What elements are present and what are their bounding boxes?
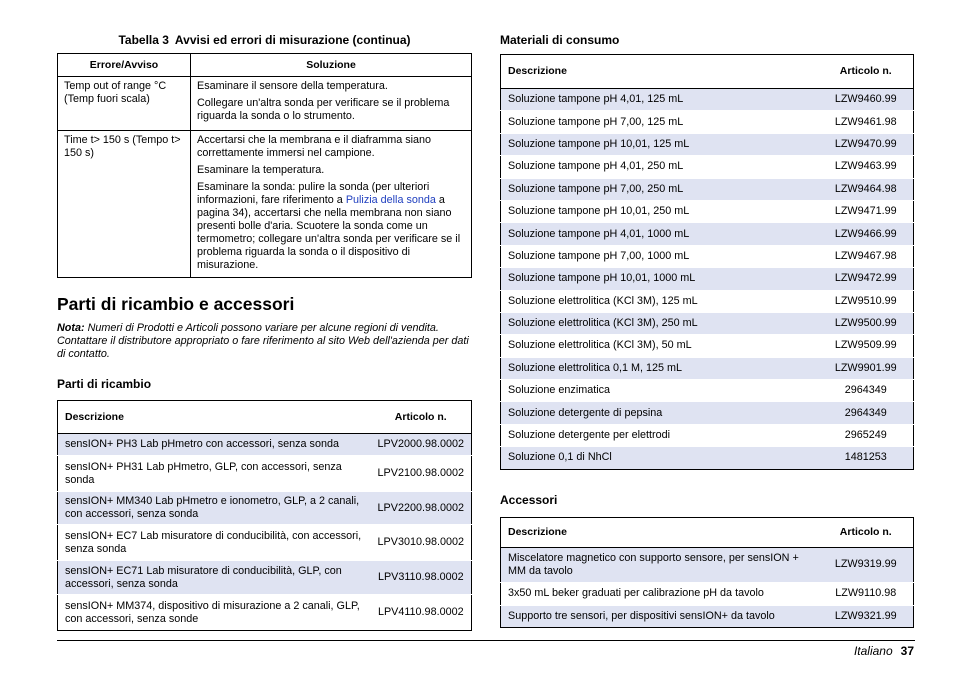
item-number-cell: LZW9471.99 <box>819 200 914 222</box>
page-number: 37 <box>900 644 914 658</box>
left-column <box>57 32 472 631</box>
table-row <box>501 245 914 267</box>
table-row <box>501 223 914 245</box>
table-row <box>58 492 472 525</box>
table3-title: Avvisi ed errori di misurazione (continua) <box>174 33 411 47</box>
item-number-cell: LPV2200.98.0002 <box>371 492 472 525</box>
note-label: Nota: <box>57 322 85 334</box>
description-cell: Soluzione 0,1 di NhCl <box>501 447 819 469</box>
table-row <box>501 380 914 402</box>
item-number-cell: LZW9510.99 <box>819 290 914 312</box>
item-number-cell: LZW9464.98 <box>819 178 914 200</box>
description-cell: Supporto tre sensori, per dispositivi sensION+ da tavolo <box>501 605 819 627</box>
table-row <box>501 133 914 155</box>
description-cell: sensION+ EC7 Lab misuratore di conducibilità, con accessori, senza sonda <box>58 525 371 561</box>
table-row <box>501 582 914 605</box>
table-row <box>501 605 914 627</box>
table-row <box>501 402 914 424</box>
description-cell: Soluzione tampone pH 10,01, 125 mL <box>501 133 819 155</box>
col-header-item: Articolo n. <box>819 55 914 89</box>
description-cell: Soluzione tampone pH 4,01, 250 mL <box>501 156 819 178</box>
description-cell: Soluzione tampone pH 7,00, 1000 mL <box>501 245 819 267</box>
solution-text-pre: Esaminare la sonda: pulire la sonda (per ulteriori informazioni, fare riferimento a <box>197 181 430 206</box>
description-cell: Soluzione elettrolitica 0,1 M, 125 mL <box>501 357 819 379</box>
spare-parts-table <box>57 400 472 631</box>
item-number-cell: 2964349 <box>819 402 914 424</box>
item-number-cell: LZW9472.99 <box>819 268 914 290</box>
page-footer <box>854 643 914 659</box>
note-text: Numeri di Prodotti e Articoli possono variare per alcune regioni di vendita. Contattare il distributore appropriato o fare riferimento al sito Web dell'azienda per dati di contatto. <box>57 322 469 360</box>
error-cell: Time t> 150 s (Tempo t> 150 s) <box>58 131 191 278</box>
item-number-cell: LZW9460.99 <box>819 89 914 111</box>
description-cell: sensION+ MM374, dispositivo di misurazione a 2 canali, GLP, con accessori, senza sonde <box>58 595 371 631</box>
item-number-cell: LZW9500.99 <box>819 312 914 334</box>
description-cell: sensION+ EC71 Lab misuratore di conducibilità, GLP, con accessori, senza sonda <box>58 561 371 595</box>
solution-cell <box>191 131 472 278</box>
table-row <box>501 290 914 312</box>
table-row <box>58 595 472 631</box>
solution-text <box>197 181 465 272</box>
item-number-cell: 1481253 <box>819 447 914 469</box>
description-cell: Soluzione tampone pH 7,00, 250 mL <box>501 178 819 200</box>
col-header-description: Descrizione <box>501 55 819 89</box>
item-number-cell: 2965249 <box>819 424 914 446</box>
solution-text-post: a pagina 34), accertarsi che nella membrana non siano presenti bolle d'aria. Scuotere la sonda come un termometro; collegare un'altra sonda per verificare se il problema riguarda la sonda o il dispositivo di misurazione. <box>197 194 461 271</box>
col-header-solution: Soluzione <box>191 54 472 77</box>
col-header-error: Errore/Avviso <box>58 54 191 77</box>
table-row <box>501 547 914 582</box>
item-number-cell: LZW9509.99 <box>819 335 914 357</box>
description-cell: Soluzione detergente per elettrodi <box>501 424 819 446</box>
probe-cleaning-link[interactable]: Pulizia della sonda <box>345 194 436 206</box>
description-cell: 3x50 mL beker graduati per calibrazione pH da tavolo <box>501 582 819 605</box>
item-number-cell: LZW9319.99 <box>819 547 914 582</box>
table-row <box>58 456 472 492</box>
table-row <box>58 131 472 278</box>
note <box>57 322 472 361</box>
accessories-heading: Accessori <box>500 492 558 507</box>
spare-parts-heading: Parti di ricambio <box>57 377 152 391</box>
table-row <box>501 89 914 111</box>
item-number-cell: LZW9901.99 <box>819 357 914 379</box>
table-row <box>501 357 914 379</box>
col-header-item: Articolo n. <box>371 401 472 434</box>
item-number-cell: LPV4110.98.0002 <box>371 595 472 631</box>
item-number-cell: LZW9461.98 <box>819 111 914 133</box>
description-cell: Soluzione tampone pH 4,01, 1000 mL <box>501 223 819 245</box>
description-cell: Soluzione tampone pH 10,01, 1000 mL <box>501 268 819 290</box>
table-row <box>501 200 914 222</box>
right-column <box>500 32 914 628</box>
solution-text: Collegare un'altra sonda per verificare se il problema riguarda la sonda o lo strumento. <box>197 97 450 122</box>
col-header-item: Articolo n. <box>819 517 914 547</box>
description-cell: Soluzione elettrolitica (KCl 3M), 50 mL <box>501 335 819 357</box>
solution-cell <box>191 77 472 131</box>
solution-text: Accertarsi che la membrana e il diaframma siano correttamente immersi nel campione. <box>197 134 432 159</box>
item-number-cell: 2964349 <box>819 380 914 402</box>
table-row <box>501 156 914 178</box>
solution-text: Esaminare il sensore della temperatura. <box>197 80 388 92</box>
consumables-heading: Materiali di consumo <box>500 33 620 47</box>
item-number-cell: LZW9470.99 <box>819 133 914 155</box>
description-cell: sensION+ MM340 Lab pHmetro e ionometro, GLP, a 2 canali, con accessori, senza sonda <box>58 492 371 525</box>
item-number-cell: LPV3110.98.0002 <box>371 561 472 595</box>
table-row <box>58 561 472 595</box>
col-header-description: Descrizione <box>501 517 819 547</box>
item-number-cell: LPV2100.98.0002 <box>371 456 472 492</box>
table-row <box>58 525 472 561</box>
table3-label: Tabella 3 <box>118 33 169 47</box>
description-cell: Miscelatore magnetico con supporto sensore, per sensION + MM da tavolo <box>501 547 819 582</box>
consumables-table <box>500 54 914 470</box>
description-cell: Soluzione elettrolitica (KCl 3M), 250 mL <box>501 312 819 334</box>
description-cell: Soluzione tampone pH 7,00, 125 mL <box>501 111 819 133</box>
item-number-cell: LPV2000.98.0002 <box>371 434 472 456</box>
item-number-cell: LZW9467.98 <box>819 245 914 267</box>
item-number-cell: LZW9463.99 <box>819 156 914 178</box>
description-cell: Soluzione tampone pH 10,01, 250 mL <box>501 200 819 222</box>
description-cell: Soluzione tampone pH 4,01, 125 mL <box>501 89 819 111</box>
table-row <box>501 312 914 334</box>
table-row <box>58 434 472 456</box>
item-number-cell: LPV3010.98.0002 <box>371 525 472 561</box>
table-row <box>501 447 914 469</box>
description-cell: sensION+ PH3 Lab pHmetro con accessori, senza sonda <box>58 434 371 456</box>
table-row <box>501 335 914 357</box>
description-cell: Soluzione elettrolitica (KCl 3M), 125 mL <box>501 290 819 312</box>
col-header-description: Descrizione <box>58 401 371 434</box>
description-cell: Soluzione detergente di pepsina <box>501 402 819 424</box>
section-title: Parti di ricambio e accessori <box>57 294 295 314</box>
footer-rule <box>57 640 915 641</box>
table-row <box>501 178 914 200</box>
accessories-table <box>500 517 914 628</box>
table-row <box>501 268 914 290</box>
item-number-cell: LZW9321.99 <box>819 605 914 627</box>
description-cell: Soluzione enzimatica <box>501 380 819 402</box>
error-cell: Temp out of range °C (Temp fuori scala) <box>58 77 191 131</box>
table-row <box>501 111 914 133</box>
errors-table <box>57 53 472 278</box>
footer-language: Italiano <box>853 644 893 658</box>
table3-caption <box>57 32 472 48</box>
item-number-cell: LZW9110.98 <box>819 582 914 605</box>
solution-text: Esaminare la temperatura. <box>197 164 325 176</box>
table-row <box>58 77 472 131</box>
item-number-cell: LZW9466.99 <box>819 223 914 245</box>
description-cell: sensION+ PH31 Lab pHmetro, GLP, con accessori, senza sonda <box>58 456 371 492</box>
table-row <box>501 424 914 446</box>
